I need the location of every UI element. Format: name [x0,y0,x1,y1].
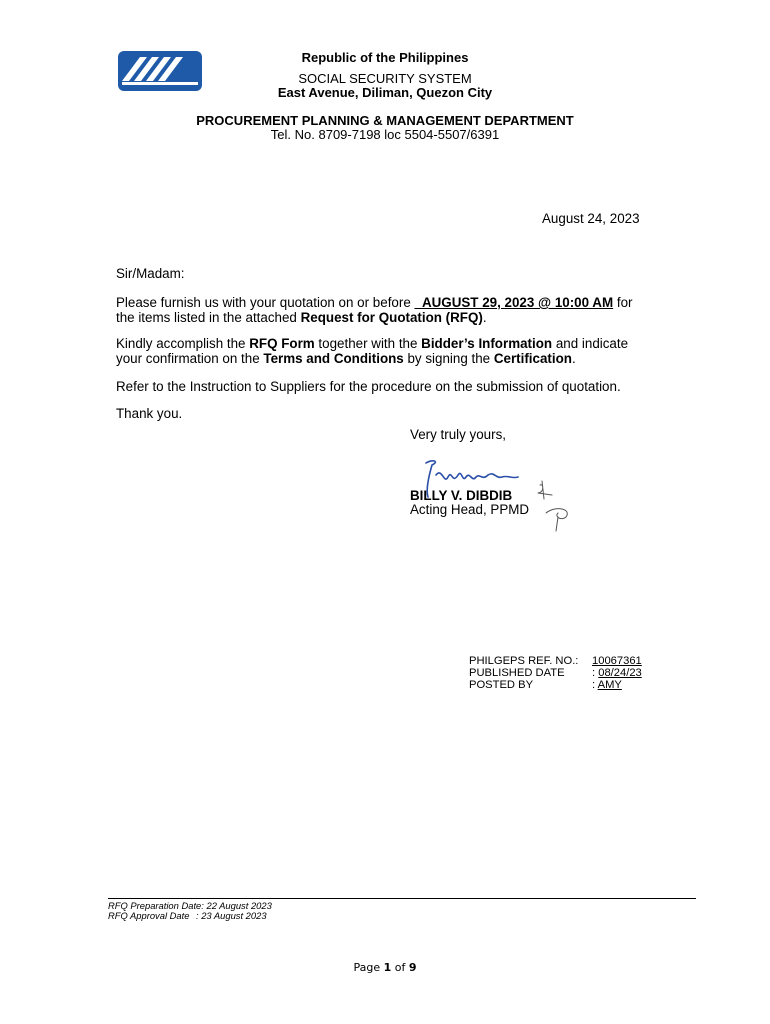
rfq-prep-value: 22 August 2023 [203,900,272,911]
p1-text-before: Please furnish us with your quotation on or before [116,295,415,310]
page-current: 1 [383,961,392,974]
philgeps-ref-row [469,656,642,668]
philgeps-ref-label: PHILGEPS REF. NO.: [469,655,579,667]
page-total: 9 [408,961,417,974]
rfq-prep-label: RFQ Preparation Date: [108,900,204,911]
page-number [0,961,770,974]
page-prefix: Page [353,961,384,974]
p2-text-c: together with the [314,336,422,351]
signatory-name: BILLY V. DIBDIB [410,488,513,503]
posted-by-value: AMY [597,679,622,691]
header-address: East Avenue, Diliman, Quezon City [277,85,493,100]
posted-by-sep: : [592,679,598,691]
posted-by-row [469,680,622,692]
p2-text-j: . [571,351,576,366]
certification-term: Certification [493,351,572,366]
paragraph-refer: Refer to the Instruction to Suppliers for the procedure on the submission of quotation. [116,379,621,394]
thank-you: Thank you. [116,406,183,421]
published-date-value: 08/24/23 [598,667,642,679]
philgeps-ref-value: 10067361 [592,655,642,667]
header-telephone: Tel. No. 8709-7198 loc 5504-5507/6391 [270,127,500,142]
closing: Very truly yours, [410,427,506,442]
p2-text-e: and indicate [552,336,629,351]
rfq-form-term: RFQ Form [249,336,315,351]
p1-line2-after: . [482,310,487,325]
header-department: PROCUREMENT PLANNING & MANAGEMENT DEPARTMENT [196,113,574,128]
paragraph-instructions [116,336,701,366]
footer-divider [108,898,696,899]
published-date-row [469,668,642,680]
salutation: Sir/Madam: [116,266,185,281]
posted-by-label: POSTED BY [469,679,534,691]
published-date-label: PUBLISHED DATE [469,667,565,679]
bidders-information-term: Bidder’s Information [421,336,553,351]
terms-conditions-term: Terms and Conditions [263,351,404,366]
deadline-date: _AUGUST 29, 2023 @ 10:00 AM [414,295,614,310]
rfq-approval-date [108,911,267,921]
published-date-sep: : [592,667,599,679]
header-agency: SOCIAL SECURITY SYSTEM [298,71,472,86]
p2-text-f: your confirmation on the [116,351,264,366]
rfq-reference: Request for Quotation (RFQ) [300,310,483,325]
page-of: of [391,961,409,974]
header-republic: Republic of the Philippines [301,50,469,65]
p1-line2-before: the items listed in the attached [116,310,301,325]
letter-date: August 24, 2023 [542,211,640,226]
rfq-approval-label: RFQ Approval Date [108,910,190,921]
rfq-approval-value: : 23 August 2023 [196,910,267,921]
paragraph-deadline [116,295,701,325]
signatory-title: Acting Head, PPMD [410,502,530,517]
p2-text-h: by signing the [403,351,494,366]
p2-text-a: Kindly accomplish the [116,336,250,351]
p1-text-after: for [613,295,633,310]
